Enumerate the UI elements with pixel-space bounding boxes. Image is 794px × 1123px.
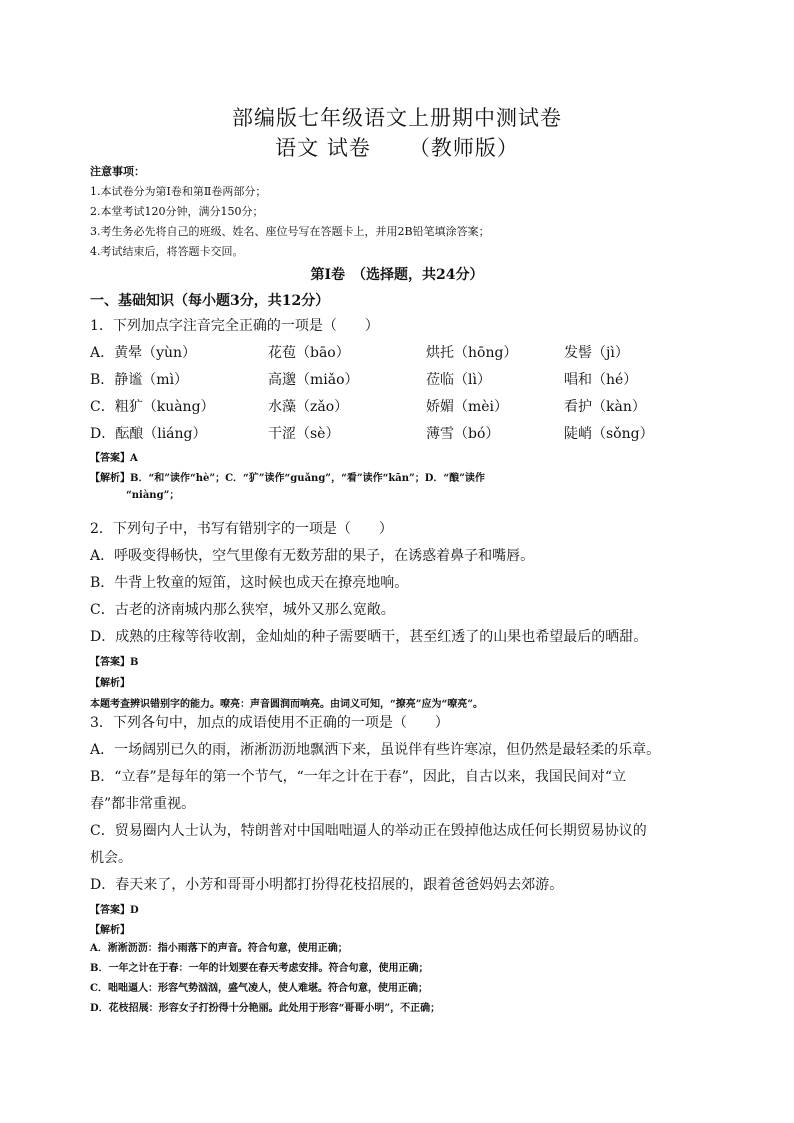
question-stem: 2．下列句子中，书写有错别字的一项是（ ） (90, 521, 393, 537)
option-line: A．一场阔别已久的雨，淅淅沥沥地飘洒下来，虽说伴有些许寒凉，但仍然是最轻柔的乐章。 (90, 742, 661, 758)
subtitle-edition: （教师版） (408, 136, 519, 160)
exam-notes (90, 162, 490, 262)
option-cell: 莅临（lì） (426, 372, 491, 388)
answer-label: 【答案】A (90, 453, 138, 464)
option-cell: 娇媚（mèi） (426, 399, 509, 415)
option-line: C．贸易圈内人士认为，特朗普对中国咄咄逼人的举动正在毁掉他达成任何长期贸易协议的 (90, 823, 647, 839)
option-line: A．呼吸变得畅快，空气里像有无数芳甜的果子，在诱惑着鼻子和嘴唇。 (90, 548, 535, 564)
option-cell: 发髻（jì） (564, 345, 629, 361)
option-row (90, 394, 730, 421)
analysis-heading: 【解析】 (90, 925, 130, 936)
option-cell: 看护（kàn） (564, 399, 646, 415)
notes-item: 1.本试卷分为第Ⅰ卷和第Ⅱ卷两部分； (90, 185, 267, 198)
question-3 (90, 710, 730, 1019)
option-cell: A．黄晕（yùn） (90, 345, 197, 361)
notes-item: 3.考生务必先将自己的班级、姓名、座位号写在答题卡上，并用2B铅笔填涂答案； (90, 225, 490, 238)
option-cell: 唱和（hé） (564, 372, 638, 388)
option-line: 机会。 (90, 850, 132, 866)
option-line: D．春天来了，小芳和哥哥小明都打扮得花枝招展的，跟着爸爸妈妈去郊游。 (90, 877, 564, 893)
analysis-text: 本题考查辨识错别字的能力。嘹亮：声音圆润而响亮。由词义可知，“撩亮”应为“嘹亮”。 (90, 699, 484, 710)
option-cell: 高邈（miǎo） (268, 372, 359, 388)
question-2 (90, 516, 730, 713)
page-title: 部编版七年级语文上册期中测试卷 (232, 106, 562, 130)
option-cell: 陡峭（sǒng） (564, 426, 654, 442)
option-row (90, 367, 730, 394)
answer-label: 【答案】D (90, 905, 139, 916)
option-row (90, 340, 730, 367)
subtitle-subject: 语文 试卷 (275, 136, 371, 160)
notes-item: 4.考试结束后，将答题卡交回。 (90, 245, 244, 258)
option-cell: D．酝酿（liáng） (90, 426, 207, 442)
analysis-heading: 【解析】 (90, 678, 130, 689)
part-title (90, 290, 730, 310)
notes-item: 2.本堂考试120分钟，满分150分； (90, 205, 264, 218)
question-stem: 1．下列加点字注音完全正确的一项是（ ） (90, 318, 379, 334)
option-line: 春”都非常重视。 (90, 796, 196, 812)
analysis-text: “niàng”； (126, 490, 180, 501)
option-cell: 水藻（zǎo） (268, 399, 349, 415)
option-line: B．“立春”是每年的第一个节气，“一年之计在于春”，因此，自古以来，我国民间对“立 (90, 769, 627, 785)
page-subtitle (0, 132, 794, 162)
option-line: D．成熟的庄稼等待收割，金灿灿的种子需要晒干，甚至红透了的山果也希望最后的晒甜。 (90, 629, 648, 645)
analysis-text: C．咄咄逼人：形容气势汹汹，盛气凌人，使人难堪。符合句意，使用正确； (90, 983, 428, 994)
part-heading: 一、基础知识（每小题3分，共12分） (90, 293, 330, 309)
option-cell: 花苞（bāo） (268, 345, 350, 361)
option-cell: 干涩（sè） (268, 426, 340, 442)
option-row (90, 421, 730, 448)
question-stem: 3．下列各句中，加点的成语使用不正确的一项是（ ） (90, 715, 449, 731)
section-title: 第Ⅰ卷 （选择题，共24分） (310, 267, 484, 283)
option-cell: C．粗犷（kuàng） (90, 399, 215, 415)
analysis-text: B．一年之计在于春：一年的计划要在春天考虑安排。符合句意，使用正确； (90, 963, 429, 974)
option-cell: 烘托（hōng） (426, 345, 518, 361)
option-cell: 薄雪（bó） (426, 426, 500, 442)
option-line: C．古老的济南城内那么狭窄，城外又那么宽敞。 (90, 602, 395, 618)
option-line: B．牛背上牧童的短笛，这时候也成天在撩亮地响。 (90, 575, 409, 591)
answer-label: 【答案】B (90, 657, 139, 668)
analysis-text: A．淅淅沥沥：指小雨落下的声音。符合句意，使用正确； (90, 943, 348, 954)
analysis-text: 【解析】B．“和”读作“hè”；C．“犷”读作“guǎng”，“看”读作“kān”；D．“酿”读作 (90, 473, 485, 484)
question-1 (90, 313, 730, 504)
option-cell: B．静谧（mì） (90, 372, 189, 388)
analysis-text: D．花枝招展：形容女子打扮得十分艳丽。此处用于形容“哥哥小明”，不正确； (90, 1003, 441, 1014)
notes-heading: 注意事项： (90, 165, 145, 178)
